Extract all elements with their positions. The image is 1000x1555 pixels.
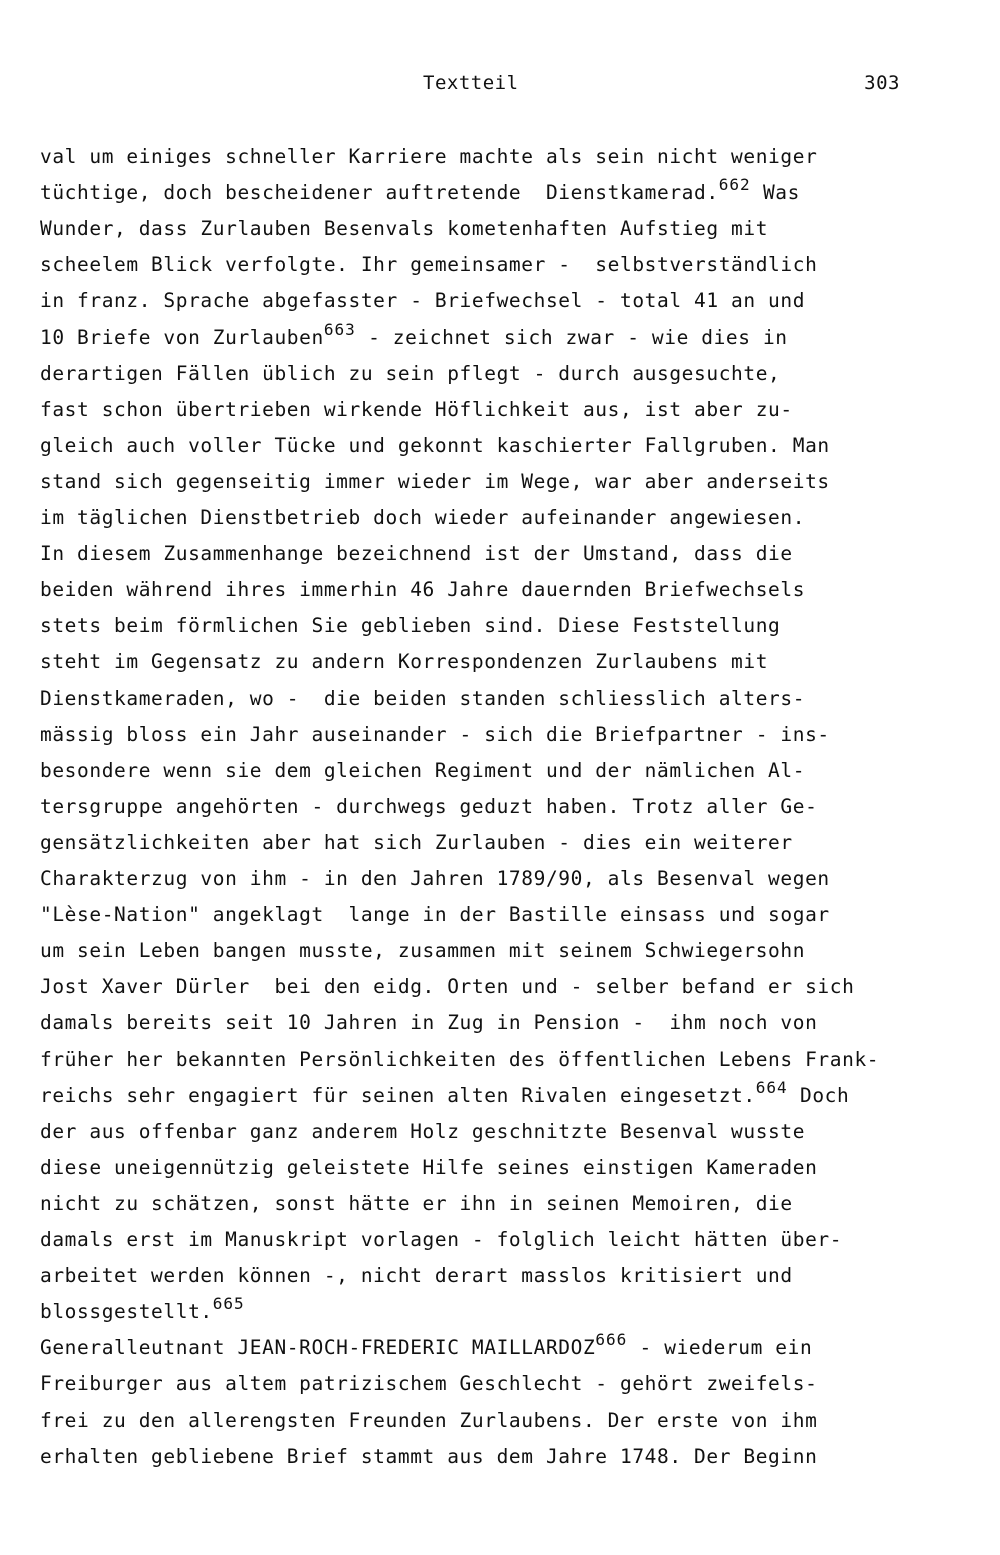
text-line bbox=[40, 250, 817, 280]
line-text: arbeitet werden können -, nicht derart masslos kritisiert und bbox=[40, 1264, 793, 1288]
text-line bbox=[40, 1442, 817, 1472]
text-line bbox=[40, 1153, 817, 1183]
line-text: damals erst im Manuskript vorlagen - folglich leicht hätten über- bbox=[40, 1228, 843, 1251]
line-text: tersgruppe angehörten - durchwegs geduzt haben. Trotz aller Ge- bbox=[40, 794, 818, 818]
text-line bbox=[40, 647, 768, 677]
line-text: In diesem Zusammenhange bezeichnend ist der Umstand, dass die bbox=[40, 542, 793, 566]
line-text: steht im Gegensatz zu andern Korrespondenzen Zurlaubens mit bbox=[40, 650, 769, 674]
line-text: diese uneigennützig geleistete Hilfe seines einstigen Kameraden bbox=[40, 1155, 818, 1179]
line-text: stand sich gegenseitig immer wieder im Wege, war aber anderseits bbox=[40, 469, 830, 493]
text-line bbox=[40, 1117, 805, 1147]
line-text: um sein Leben bangen musste, zusammen mit seinem Schwiegersohn bbox=[40, 939, 806, 963]
text-line bbox=[40, 1008, 817, 1038]
line-text: Charakterzug von ihm - in den Jahren 1789/90, als Besenval wegen bbox=[40, 867, 830, 890]
line-text: erhalten gebliebene Brief stammt aus dem Jahre 1748. Der Beginn bbox=[40, 1444, 818, 1468]
text-line bbox=[40, 142, 817, 172]
line-text: nicht zu schätzen, sonst hätte er ihn in seinen Memoiren, die bbox=[40, 1191, 793, 1215]
footnote-reference: 662 bbox=[718, 175, 751, 195]
line-text-continued: Doch bbox=[787, 1083, 850, 1107]
line-text: mässig bloss ein Jahr auseinander - sich die Briefpartner - ins- bbox=[40, 722, 830, 746]
text-line bbox=[40, 1294, 245, 1327]
page-number: 303 bbox=[864, 72, 900, 94]
line-text: derartigen Fällen üblich zu sein pflegt - durch ausgesuchte, bbox=[40, 361, 781, 385]
line-text-continued: Was bbox=[750, 181, 800, 205]
line-text: gleich auch voller Tücke und gekonnt kaschierter Fallgruben. Man bbox=[40, 433, 830, 457]
text-line bbox=[40, 575, 805, 605]
line-text: im täglichen Dienstbetrieb doch wieder aufeinander angewiesen. bbox=[40, 506, 806, 529]
line-text-continued: - wiederum ein bbox=[627, 1336, 813, 1360]
text-line bbox=[40, 972, 854, 1002]
line-text-continued: - zeichnet sich zwar - wie dies in bbox=[355, 325, 788, 349]
line-text: 10 Briefe von Zurlauben bbox=[40, 325, 324, 349]
line-text: stets beim förmlichen Sie geblieben sind. Diese Feststellung bbox=[40, 614, 781, 638]
line-text: fast schon übertrieben wirkende Höflichkeit aus, ist aber zu- bbox=[40, 397, 793, 421]
line-text: früher her bekannten Persönlichkeiten des öffentlichen Lebens Frank- bbox=[40, 1047, 880, 1071]
line-text: Generalleutnant JEAN-ROCH-FREDERIC MAILLARDOZ bbox=[40, 1336, 596, 1360]
line-text: besondere wenn sie dem gleichen Regiment und der nämlichen Al- bbox=[40, 758, 806, 782]
text-line bbox=[40, 756, 805, 786]
text-line bbox=[40, 1189, 793, 1219]
text-line bbox=[40, 359, 780, 389]
text-line bbox=[40, 539, 793, 569]
text-line bbox=[40, 792, 817, 822]
text-line bbox=[40, 1369, 817, 1399]
text-line bbox=[40, 431, 830, 461]
text-line bbox=[40, 1045, 879, 1075]
line-text: damals bereits seit 10 Jahren in Zug in Pension - ihm noch von bbox=[40, 1011, 818, 1035]
text-line bbox=[40, 864, 830, 894]
line-text: der aus offenbar ganz anderem Holz geschnitzte Besenval wusste bbox=[40, 1119, 806, 1143]
line-text: reichs sehr engagiert für seinen alten Rivalen eingesetzt. bbox=[40, 1083, 756, 1107]
text-line bbox=[40, 1261, 793, 1291]
text-line bbox=[40, 286, 805, 316]
line-text: Freiburger aus altem patrizischem Geschlecht - gehört zweifels- bbox=[40, 1372, 818, 1396]
line-text: Dienstkameraden, wo - die beiden standen schliesslich alters- bbox=[40, 686, 806, 710]
footnote-reference: 663 bbox=[323, 319, 356, 339]
text-line bbox=[40, 175, 800, 208]
line-text: frei zu den allerengsten Freunden Zurlaubens. Der erste von ihm bbox=[40, 1408, 818, 1432]
text-line bbox=[40, 936, 805, 966]
text-line bbox=[40, 828, 793, 858]
text-line bbox=[40, 467, 830, 497]
text-line bbox=[40, 611, 780, 641]
footnote-reference: 666 bbox=[595, 1330, 628, 1350]
text-line bbox=[40, 1406, 817, 1436]
line-text: "Lèse-Nation" angeklagt lange in der Bastille einsass und sogar bbox=[40, 903, 830, 927]
text-line bbox=[40, 684, 805, 714]
line-text: tüchtige, doch bescheidener auftretende Dienstkamerad. bbox=[40, 181, 719, 205]
text-line bbox=[40, 395, 793, 425]
text-line bbox=[40, 900, 830, 930]
line-text: blossgestellt. bbox=[40, 1300, 213, 1324]
footnote-reference: 664 bbox=[755, 1077, 788, 1097]
text-line bbox=[40, 1225, 842, 1255]
line-text: gensätzlichkeiten aber hat sich Zurlauben - dies ein weiterer bbox=[40, 830, 793, 854]
running-header bbox=[40, 72, 900, 98]
text-line bbox=[40, 214, 768, 244]
text-line bbox=[40, 1330, 813, 1363]
line-text: beiden während ihres immerhin 46 Jahre dauernden Briefwechsels bbox=[40, 578, 806, 602]
line-text: in franz. Sprache abgefasster - Briefwechsel - total 41 an und bbox=[40, 289, 806, 313]
text-line bbox=[40, 319, 788, 353]
text-line bbox=[40, 503, 805, 533]
footnote-reference: 665 bbox=[212, 1294, 245, 1314]
text-line bbox=[40, 1077, 850, 1111]
text-line bbox=[40, 720, 830, 750]
line-text: Jost Xaver Dürler bei den eidg. Orten und - selber befand er sich bbox=[40, 975, 855, 999]
line-text: val um einiges schneller Karriere machte als sein nicht weniger bbox=[40, 145, 818, 168]
line-text: scheelem Blick verfolgte. Ihr gemeinsamer - selbstverständlich bbox=[40, 253, 818, 277]
line-text: Wunder, dass Zurlauben Besenvals kometenhaften Aufstieg mit bbox=[40, 217, 769, 241]
running-title: Textteil bbox=[423, 72, 519, 94]
